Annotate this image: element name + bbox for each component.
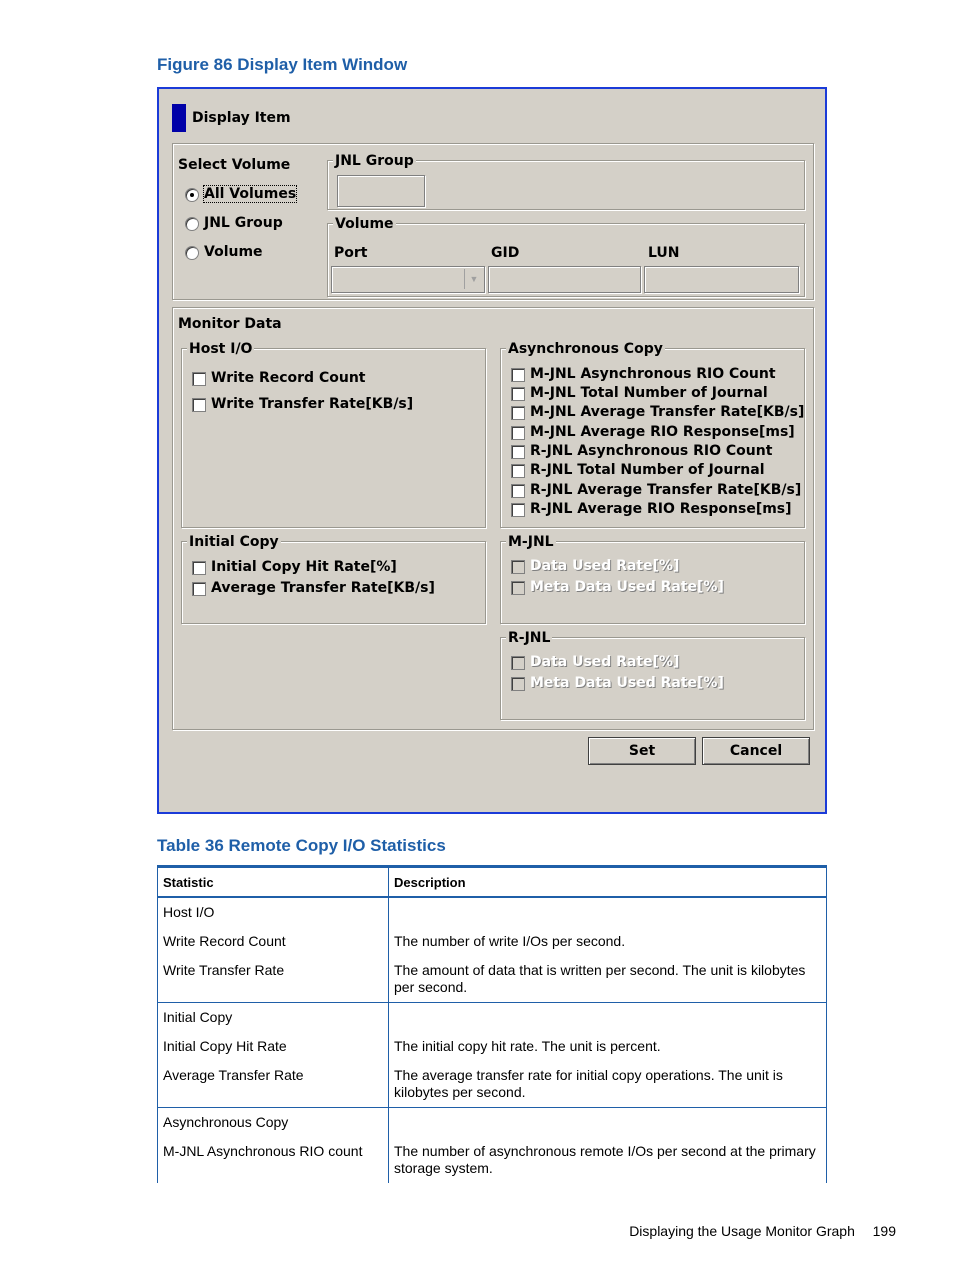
checkbox-initial-copy-hit-rate[interactable]: [192, 561, 206, 575]
label-average-transfer-rate[interactable]: Average Transfer Rate[KB/s]: [211, 580, 435, 596]
checkbox-mjnl-avg-rio-response[interactable]: [511, 426, 525, 440]
cell-statistic: M-JNL Asynchronous RIO count: [158, 1131, 389, 1183]
label-rjnl-async-rio-count[interactable]: R-JNL Asynchronous RIO Count: [530, 443, 773, 459]
cell-statistic: Initial Copy: [158, 1003, 389, 1027]
checkbox-rjnl-meta-data-used-rate: [511, 677, 525, 691]
set-button[interactable]: Set: [588, 737, 696, 765]
label-mjnl-avg-transfer-rate[interactable]: M-JNL Average Transfer Rate[KB/s]: [530, 404, 805, 420]
select-volume-label: Select Volume: [178, 157, 291, 173]
cell-description: The amount of data that is written per second. The unit is kilobytes per second.: [389, 950, 827, 1003]
header-statistic: Statistic: [158, 868, 389, 897]
initial-copy-legend: Initial Copy: [189, 534, 279, 550]
async-copy-legend: Asynchronous Copy: [508, 341, 663, 357]
table-row: [158, 1108, 827, 1132]
gid-label: GID: [491, 245, 520, 261]
page-number: 199: [872, 1223, 896, 1239]
label-mjnl-async-rio-count[interactable]: M-JNL Asynchronous RIO Count: [530, 366, 776, 382]
cell-statistic: Asynchronous Copy: [158, 1108, 389, 1132]
table-caption: Table 36 Remote Copy I/O Statistics: [157, 836, 446, 855]
title-accent-bar: [172, 104, 186, 132]
lun-field[interactable]: [644, 266, 799, 293]
radio-volume[interactable]: [185, 246, 199, 260]
checkbox-rjnl-avg-transfer-rate[interactable]: [511, 484, 525, 498]
radio-jnl-group[interactable]: [185, 217, 199, 231]
label-rjnl-avg-transfer-rate[interactable]: R-JNL Average Transfer Rate[KB/s]: [530, 482, 802, 498]
table-row: [158, 1026, 827, 1055]
table-row: [158, 897, 827, 921]
label-initial-copy-hit-rate[interactable]: Initial Copy Hit Rate[%]: [211, 559, 397, 575]
port-label: Port: [334, 245, 368, 261]
table-row: [158, 1003, 827, 1027]
checkbox-mjnl-total-journal[interactable]: [511, 387, 525, 401]
checkbox-rjnl-avg-rio-response[interactable]: [511, 503, 525, 517]
figure-caption: Figure 86 Display Item Window: [157, 55, 408, 74]
cell-description: The number of write I/Os per second.: [389, 921, 827, 950]
cell-description: [389, 1003, 827, 1027]
table-header-row: [158, 868, 827, 897]
label-mjnl-total-journal[interactable]: M-JNL Total Number of Journal: [530, 385, 768, 401]
checkbox-mjnl-meta-data-used-rate: [511, 581, 525, 595]
label-rjnl-avg-rio-response[interactable]: R-JNL Average RIO Response[ms]: [530, 501, 792, 517]
radio-label-jnl-group[interactable]: JNL Group: [204, 215, 283, 231]
checkbox-write-record-count[interactable]: [192, 372, 206, 386]
cell-description: The number of asynchronous remote I/Os per second at the primary storage system.: [389, 1131, 827, 1183]
checkbox-mjnl-data-used-rate: [511, 560, 525, 574]
cancel-button[interactable]: Cancel: [702, 737, 810, 765]
port-dropdown[interactable]: [331, 266, 485, 293]
checkbox-average-transfer-rate[interactable]: [192, 582, 206, 596]
cell-description: [389, 897, 827, 921]
volume-legend: Volume: [335, 216, 394, 232]
r-jnl-legend: R-JNL: [508, 630, 551, 646]
jnl-group-field[interactable]: [337, 175, 425, 207]
cell-description: The average transfer rate for initial copy operations. The unit is kilobytes per second.: [389, 1055, 827, 1108]
table-row: [158, 1131, 827, 1183]
dialog-title: Display Item: [192, 110, 291, 126]
label-rjnl-meta-data-used-rate: Meta Data Used Rate[%]: [530, 675, 724, 691]
label-write-transfer-rate[interactable]: Write Transfer Rate[KB/s]: [211, 396, 414, 412]
radio-label-volume[interactable]: Volume: [204, 244, 263, 260]
checkbox-write-transfer-rate[interactable]: [192, 398, 206, 412]
checkbox-rjnl-total-journal[interactable]: [511, 464, 525, 478]
lun-label: LUN: [648, 245, 680, 261]
m-jnl-legend: M-JNL: [508, 534, 554, 550]
checkbox-mjnl-avg-transfer-rate[interactable]: [511, 406, 525, 420]
label-rjnl-data-used-rate: Data Used Rate[%]: [530, 654, 680, 670]
label-mjnl-data-used-rate: Data Used Rate[%]: [530, 558, 680, 574]
chevron-down-icon[interactable]: ▼: [464, 269, 483, 289]
page-footer: [629, 1223, 896, 1239]
label-write-record-count[interactable]: Write Record Count: [211, 370, 366, 386]
radio-label-all-volumes[interactable]: All Volumes: [204, 186, 297, 202]
footer-text: Displaying the Usage Monitor Graph: [629, 1223, 855, 1239]
cell-description: [389, 1108, 827, 1132]
cell-statistic: Host I/O: [158, 897, 389, 921]
statistics-table: [157, 868, 827, 1183]
cell-statistic: Initial Copy Hit Rate: [158, 1026, 389, 1055]
cell-description: The initial copy hit rate. The unit is percent.: [389, 1026, 827, 1055]
label-mjnl-meta-data-used-rate: Meta Data Used Rate[%]: [530, 579, 724, 595]
display-item-dialog: [157, 87, 827, 814]
radio-all-volumes[interactable]: [185, 188, 199, 202]
label-rjnl-total-journal[interactable]: R-JNL Total Number of Journal: [530, 462, 765, 478]
monitor-data-label: Monitor Data: [178, 316, 282, 332]
table-row: [158, 1055, 827, 1108]
checkbox-rjnl-async-rio-count[interactable]: [511, 445, 525, 459]
header-description: Description: [389, 868, 827, 897]
checkbox-mjnl-async-rio-count[interactable]: [511, 368, 525, 382]
host-io-legend: Host I/O: [189, 341, 253, 357]
cell-statistic: Average Transfer Rate: [158, 1055, 389, 1108]
gid-field[interactable]: [488, 266, 641, 293]
jnl-group-legend: JNL Group: [335, 153, 414, 169]
table-row: [158, 921, 827, 950]
cell-statistic: Write Transfer Rate: [158, 950, 389, 1003]
label-mjnl-avg-rio-response[interactable]: M-JNL Average RIO Response[ms]: [530, 424, 795, 440]
table-row: [158, 950, 827, 1003]
checkbox-rjnl-data-used-rate: [511, 656, 525, 670]
cell-statistic: Write Record Count: [158, 921, 389, 950]
